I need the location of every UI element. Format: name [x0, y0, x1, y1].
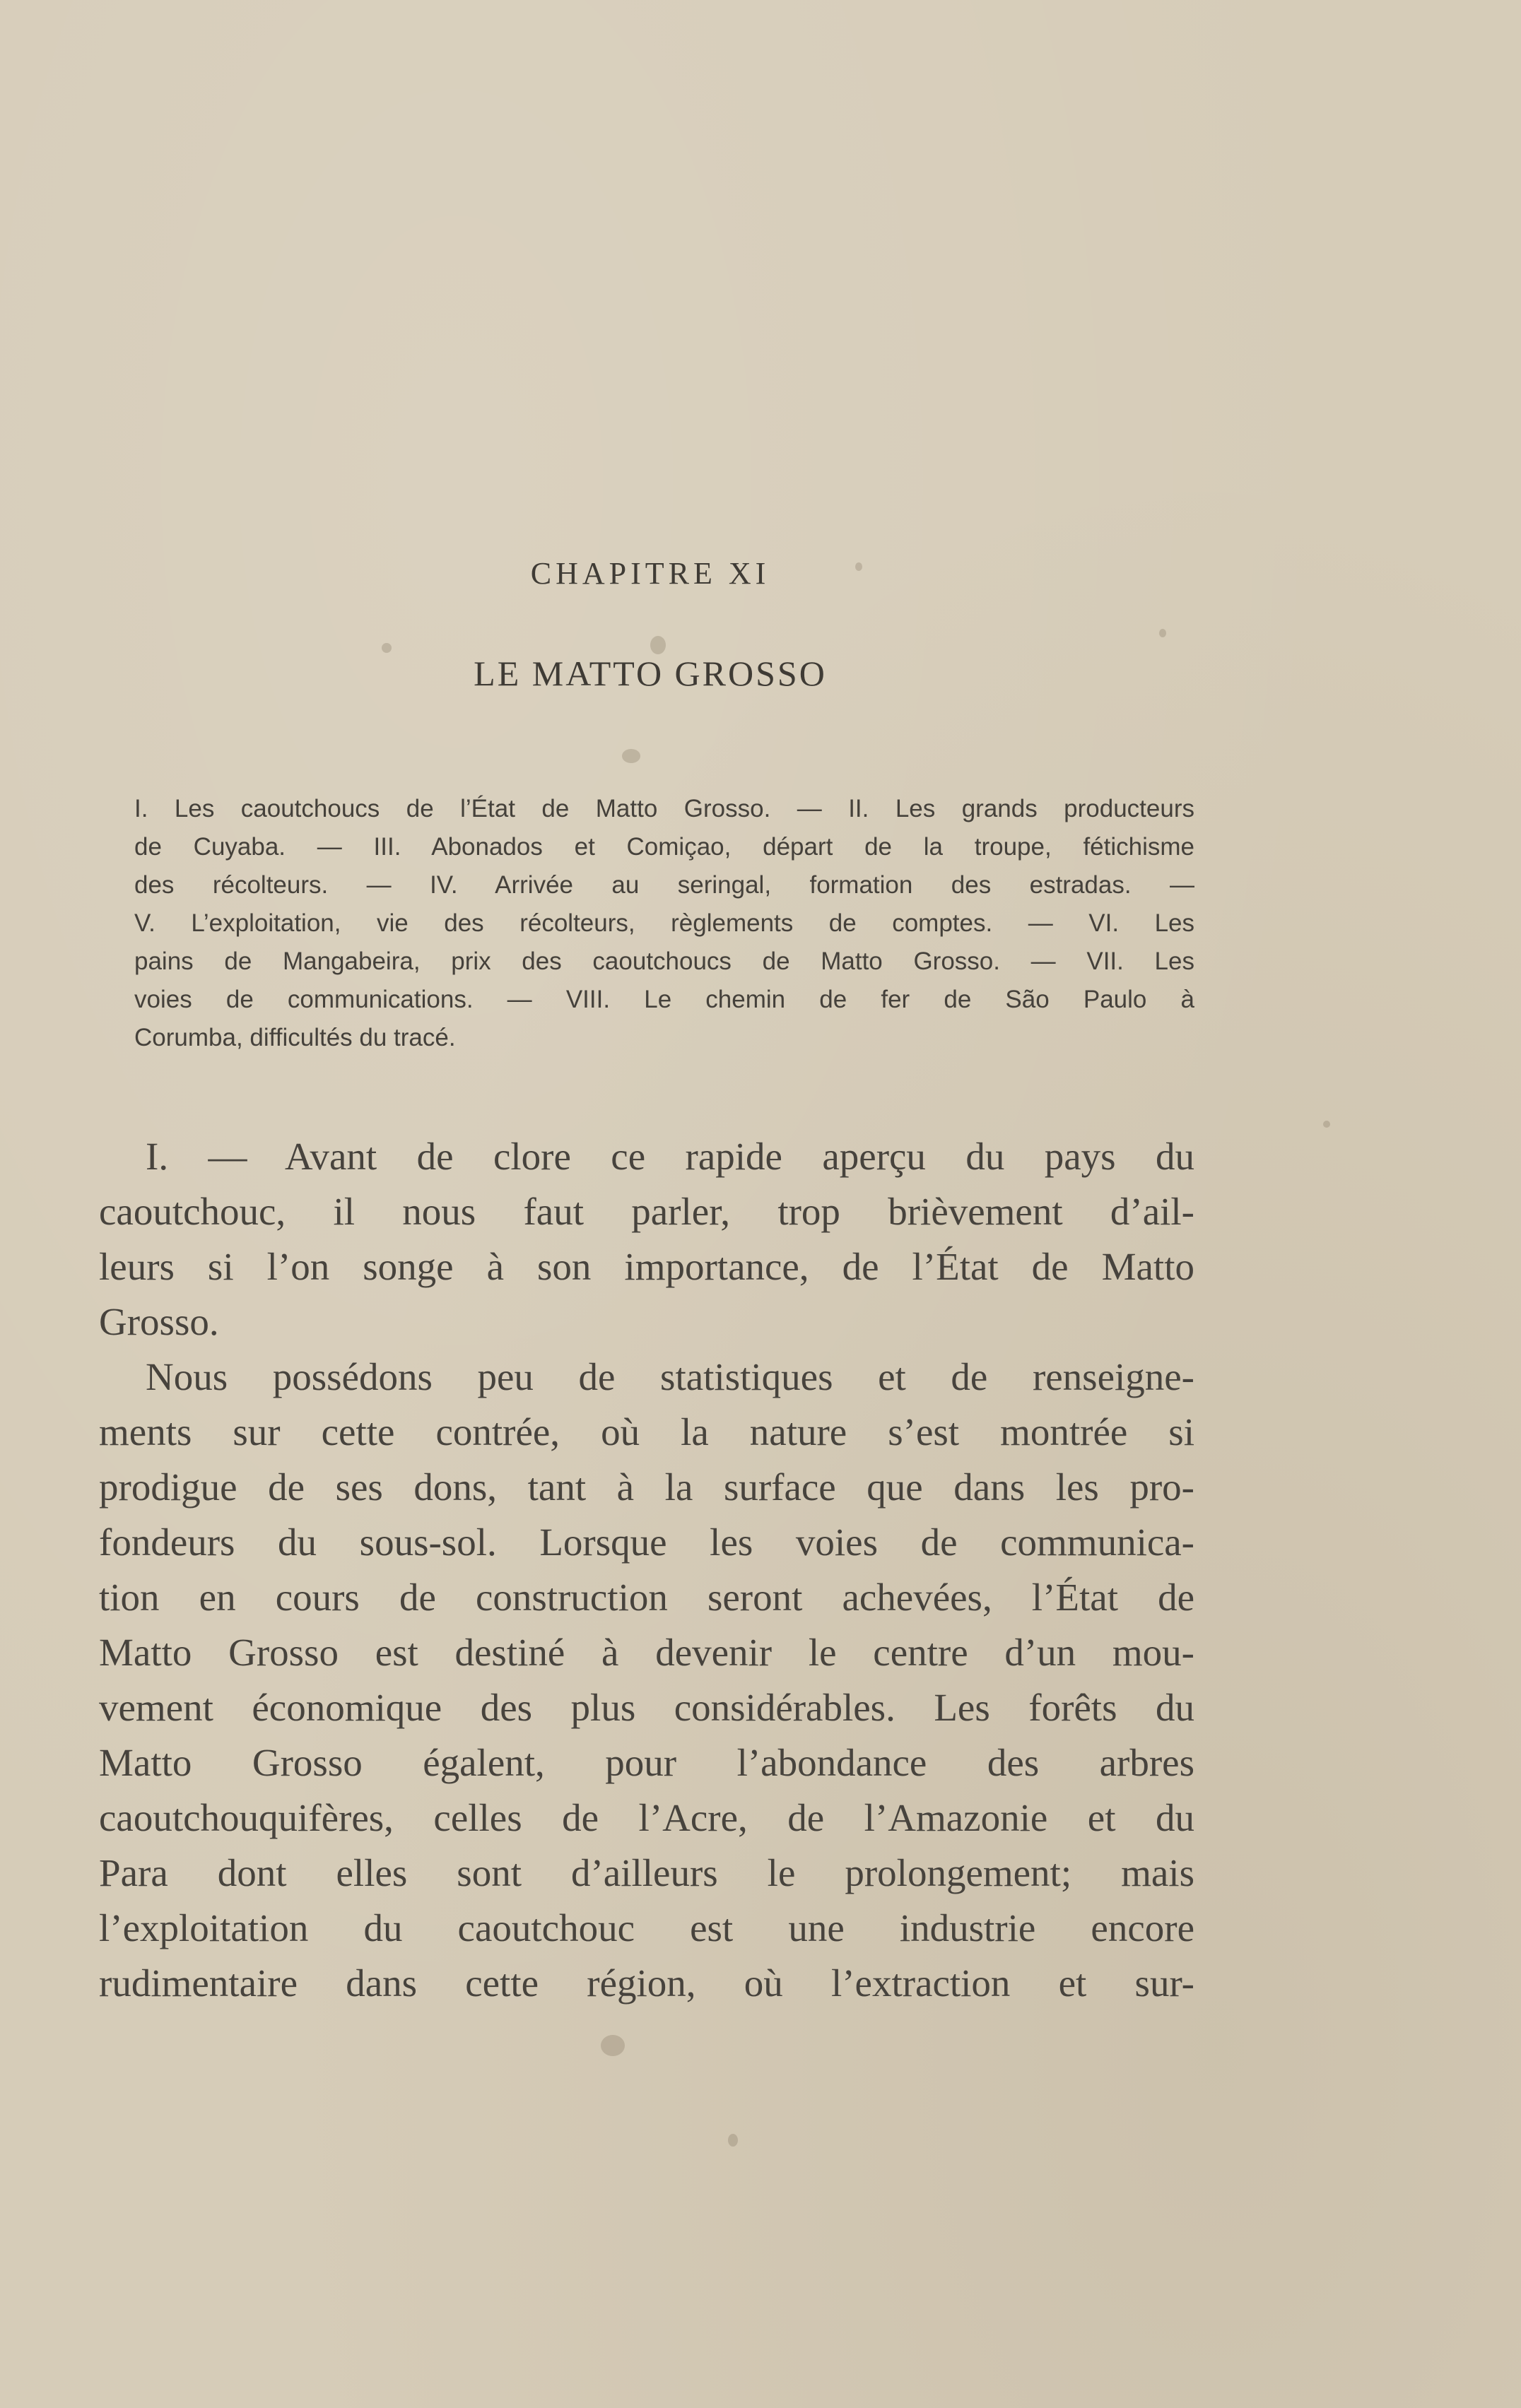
paper-speck	[622, 749, 640, 763]
text-line: ments sur cette contrée, où la nature s’est montrée si	[99, 1410, 1194, 1453]
summary-line: de Cuyaba. — III. Abonados et Comiçao, départ de la troupe, fétichisme	[134, 833, 1194, 861]
text-line: caoutchouquifères, celles de l’Acre, de l’Amazonie et du	[99, 1796, 1194, 1839]
paper-speck	[650, 636, 666, 654]
summary-line: pains de Mangabeira, prix des caoutchoucs de Matto Grosso. — VII. Les	[134, 948, 1194, 975]
text-line: caoutchouc, il nous faut parler, trop brièvement d’ail-	[99, 1190, 1194, 1233]
body-text	[99, 1129, 1194, 2011]
text-line: prodigue de ses dons, tant à la surface que dans les pro-	[99, 1465, 1194, 1509]
chapter-label: CHAPITRE XI	[530, 556, 770, 591]
text-line: rudimentaire dans cette région, où l’extraction et sur-	[99, 1961, 1194, 2005]
paper-speck	[728, 2134, 738, 2147]
chapter-summary	[134, 790, 1194, 1057]
text-line: Matto Grosso égalent, pour l’abondance des arbres	[99, 1741, 1194, 1784]
paragraph-2	[99, 1350, 1194, 2011]
paper-speck	[1323, 1121, 1330, 1128]
text-line: I. — Avant de clore ce rapide aperçu du pays du	[146, 1135, 1194, 1178]
text-line: leurs si l’on songe à son importance, de l’État de Matto	[99, 1245, 1194, 1288]
text-line: Matto Grosso est destiné à devenir le centre d’un mou-	[99, 1631, 1194, 1674]
summary-line: V. L’exploitation, vie des récolteurs, règlements de comptes. — VI. Les	[134, 909, 1194, 937]
paper-speck	[601, 2035, 625, 2056]
paper-speck	[382, 643, 392, 653]
text-line: Grosso.	[99, 1300, 219, 1343]
text-line: tion en cours de construction seront achevées, l’État de	[99, 1576, 1194, 1619]
paragraph-1	[99, 1129, 1194, 1350]
paper-speck	[855, 562, 862, 571]
summary-line: I. Les caoutchoucs de l’État de Matto Grosso. — II. Les grands producteurs	[134, 795, 1194, 822]
summary-line: Corumba, difficultés du tracé.	[134, 1024, 456, 1051]
text-line: Nous possédons peu de statistiques et de renseigne-	[146, 1355, 1194, 1398]
text-line: vement économique des plus considérables. Les forêts du	[99, 1686, 1194, 1729]
summary-line: voies de communications. — VIII. Le chemin de fer de São Paulo à	[134, 986, 1194, 1013]
paper-speck	[1159, 629, 1166, 637]
text-line: Para dont elles sont d’ailleurs le prolongement; mais	[99, 1851, 1194, 1894]
text-line: l’exploitation du caoutchouc est une industrie encore	[99, 1906, 1194, 1949]
summary-line: des récolteurs. — IV. Arrivée au seringal, formation des estradas. —	[134, 871, 1194, 899]
chapter-title: LE MATTO GROSSO	[474, 654, 827, 693]
text-line: fondeurs du sous-sol. Lorsque les voies de communica-	[99, 1521, 1194, 1564]
